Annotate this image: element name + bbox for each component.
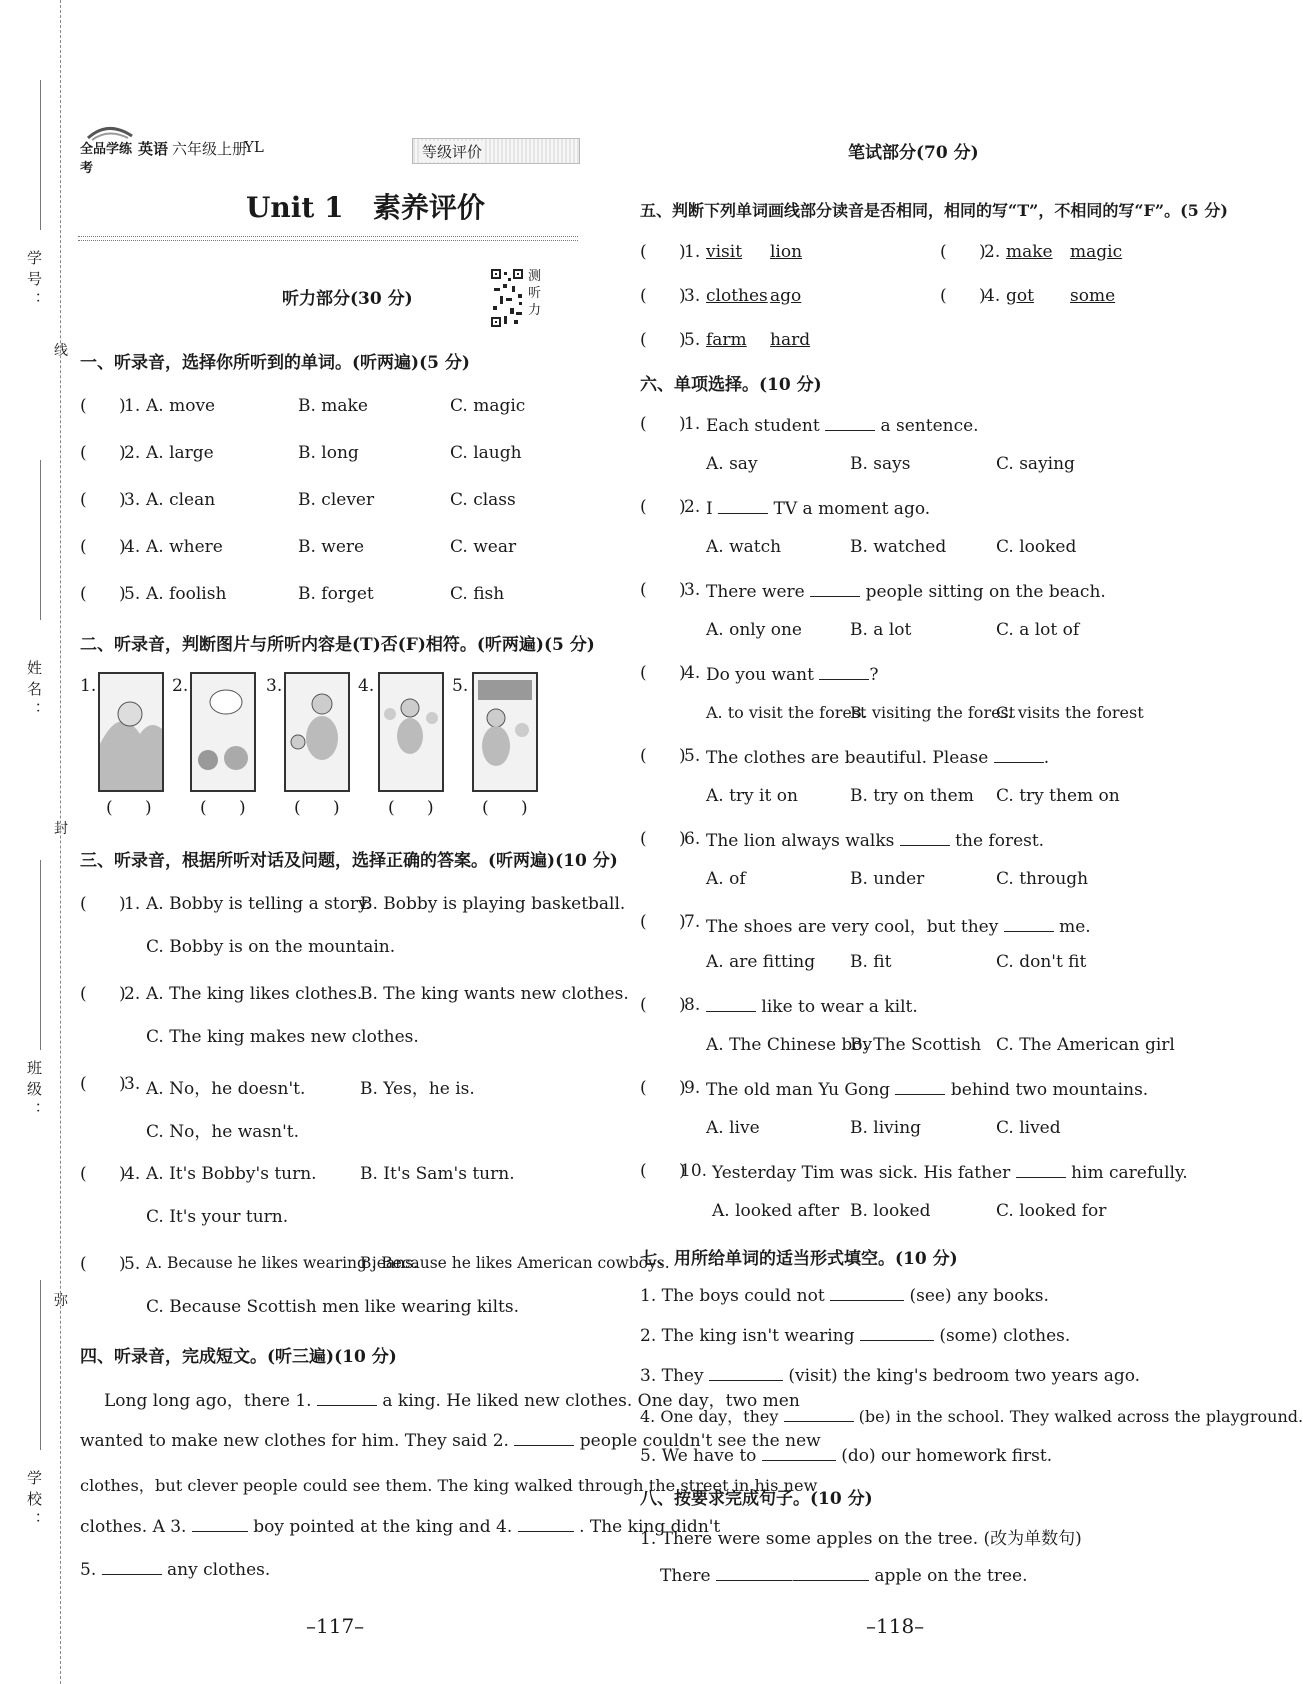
s7-blank[interactable] (784, 1405, 854, 1422)
id-line (40, 80, 41, 230)
s5-item-num: 4. (984, 286, 1001, 306)
s8-answer: There apple on the tree. (660, 1566, 1028, 1586)
s1-option-c: C. wear (450, 537, 517, 557)
s3-option-c: C. Bobby is on the mountain. (146, 937, 396, 957)
picture-mountain (98, 672, 164, 792)
passage-line-3: clothes，but clever people could see them. The king walked through the street in his new (80, 1476, 818, 1495)
s6-option-c: C. don't fit (996, 952, 1087, 972)
s6-question: Yesterday Tim was sick. His father him carefully. (712, 1163, 1188, 1183)
s6-option-b: B. watched (850, 537, 947, 557)
s5-word-2: some (1070, 286, 1116, 306)
s7-item: 1. The boys could not (see) any books. (640, 1286, 1049, 1306)
s7-blank[interactable] (830, 1284, 904, 1301)
passage-text: any clothes. (167, 1560, 271, 1580)
s3-option-c: C. Because Scottish men like wearing kilts. (146, 1297, 519, 1317)
s6-option-b: B. fit (850, 952, 892, 972)
s6-option-b: B. under (850, 869, 925, 889)
s5-item-num: 1. (684, 242, 701, 262)
s8-blank[interactable] (792, 1564, 869, 1581)
s6-question: The shoes are very cool，but they me. (706, 917, 1091, 937)
s1-option-a: A. large (146, 443, 214, 463)
picture-num: 2. (172, 676, 189, 696)
s1-option-b: B. forget (298, 584, 374, 604)
s6-option-a: A. say (706, 454, 758, 474)
s3-item-num: 4. (124, 1164, 141, 1184)
page-number-right: –118– (866, 1614, 925, 1638)
s5-item-num: 2. (984, 242, 1001, 262)
s3-option-b: B. Yes，he is. (360, 1079, 475, 1099)
s5-item-num: 3. (684, 286, 701, 306)
subject-label: 英语 (138, 140, 169, 158)
brand-logo (80, 118, 136, 176)
s1-item-num: 4. (124, 537, 141, 557)
s1-option-c: C. magic (450, 396, 526, 416)
passage-text: wanted to make new clothes for him. They said 2. (80, 1431, 509, 1451)
passage-line-4 (80, 1515, 720, 1537)
s3-option-c: C. It's your turn. (146, 1207, 289, 1227)
s6-question: There were people sitting on the beach. (706, 582, 1106, 602)
passage-text: boy pointed at the king and 4. (253, 1517, 513, 1537)
s8-question: 1. There were some apples on the tree. (改为单数句) (640, 1529, 1082, 1549)
section7-title: 七、用所给单词的适当形式填空。(10 分) (640, 1249, 958, 1269)
passage-blank-5[interactable] (102, 1558, 162, 1575)
grade-evaluation-label: 等级评价 (419, 141, 485, 162)
passage-text: Long long ago，there 1. (104, 1391, 312, 1411)
s6-option-c: C. saying (996, 454, 1075, 474)
s6-option-b: B. says (850, 454, 911, 474)
s1-option-a: A. move (146, 396, 216, 416)
s6-option-c: C. lived (996, 1118, 1061, 1138)
picture-answer-3[interactable]: ( ) (294, 798, 340, 818)
listening-title: 听力部分(30 分) (282, 289, 413, 309)
passage-line-5 (80, 1558, 270, 1580)
page-title: Unit 1 素养评价 (246, 191, 485, 224)
s1-option-b: B. were (298, 537, 365, 557)
name-label: 姓名： (25, 660, 43, 723)
s3-option-a: A. Bobby is telling a story. (146, 894, 371, 914)
picture-num: 5. (452, 676, 469, 696)
s3-item-num: 1. (124, 894, 141, 914)
s6-item-num: 10. (680, 1161, 708, 1181)
s6-item-num: 7. (684, 912, 701, 932)
s3-option-a: A. No，he doesn't. (146, 1079, 306, 1099)
s6-option-a: A. are fitting (706, 952, 816, 972)
picture-answer-1[interactable]: ( ) (106, 798, 152, 818)
grade-label: 六年级上册 (172, 140, 248, 158)
cut-mark-3: 弥 (54, 1293, 68, 1309)
picture-king-mirror (472, 672, 538, 792)
page-number-left: –117– (306, 1614, 365, 1638)
s6-option-c: C. looked for (996, 1201, 1107, 1221)
s6-option-b: B. try on them (850, 786, 974, 806)
s7-item: 2. The king isn't wearing (some) clothes. (640, 1326, 1071, 1346)
s5-word-1: got (1006, 286, 1034, 306)
s3-option-a: A. It's Bobby's turn. (146, 1164, 317, 1184)
s6-option-a: A. only one (706, 620, 802, 640)
section2-title: 二、听录音，判断图片与所听内容是(T)否(F)相符。(听两遍)(5 分) (80, 635, 595, 655)
s1-option-b: B. clever (298, 490, 375, 510)
section5-title: 五、判断下列单词画线部分读音是否相同，相同的写“T”，不相同的写“F”。(5 分) (640, 201, 1228, 220)
cut-mark-2: 封 (54, 821, 68, 837)
picture-answer-2[interactable]: ( ) (200, 798, 246, 818)
passage-text: . The king didn't (579, 1517, 721, 1537)
brand-text: 全品学练考 (80, 142, 133, 176)
s3-item-num: 2. (124, 984, 141, 1004)
s3-option-c: C. The king makes new clothes. (146, 1027, 419, 1047)
s3-option-c: C. No，he wasn't. (146, 1122, 299, 1142)
s5-word-1: farm (706, 330, 747, 350)
s5-item-num: 5. (684, 330, 701, 350)
cut-mark-1: 线 (54, 343, 68, 359)
section4-title: 四、听录音，完成短文。(听三遍)(10 分) (80, 1347, 397, 1367)
name-line (40, 460, 41, 620)
section8-title: 八、按要求完成句子。(10 分) (640, 1489, 873, 1509)
s1-option-c: C. class (450, 490, 516, 510)
s5-word-2: lion (770, 242, 803, 262)
class-line (40, 860, 41, 1050)
passage-text: people couldn't see the new (579, 1431, 821, 1451)
s6-question: I TV a moment ago. (706, 499, 931, 519)
class-label: 班级： (25, 1060, 43, 1123)
s6-item-num: 6. (684, 829, 701, 849)
passage-blank-4[interactable] (518, 1515, 574, 1532)
s6-question: The clothes are beautiful. Please . (706, 748, 1050, 768)
title-divider (78, 236, 578, 237)
s6-option-c: C. visits the forest (996, 703, 1144, 722)
picture-num: 1. (80, 676, 97, 696)
s1-option-a: A. clean (146, 490, 216, 510)
s8-blank[interactable] (716, 1564, 792, 1581)
s7-item: 5. We have to (do) our homework first. (640, 1446, 1053, 1466)
picture-king-crowd (378, 672, 444, 792)
school-line (40, 1280, 41, 1450)
s6-option-a: A. of (706, 869, 746, 889)
s6-option-a: A. looked after (712, 1201, 840, 1221)
s6-option-c: C. a lot of (996, 620, 1080, 640)
section3-title: 三、听录音，根据所听对话及问题，选择正确的答案。(听两遍)(10 分) (80, 851, 618, 871)
s6-question: The old man Yu Gong behind two mountains. (706, 1080, 1149, 1100)
s6-item-num: 4. (684, 663, 701, 683)
s1-option-a: A. foolish (146, 584, 227, 604)
s1-option-b: B. make (298, 396, 368, 416)
s6-option-c: C. The American girl (996, 1035, 1175, 1055)
student-id-label: 学号： (25, 250, 43, 313)
s6-question: Do you want ? (706, 665, 879, 685)
s1-option-a: A. where (146, 537, 223, 557)
s6-item-num: 1. (684, 414, 701, 434)
s3-option-b: B. Because he likes American cowboys. (360, 1254, 670, 1272)
s6-question: Each student a sentence. (706, 416, 979, 436)
s6-option-c: C. try them on (996, 786, 1120, 806)
s6-option-a: A. try it on (706, 786, 798, 806)
s6-option-c: C. looked (996, 537, 1077, 557)
s6-item-num: 9. (684, 1078, 701, 1098)
passage-blank-1[interactable] (317, 1389, 377, 1406)
s6-option-a: A. to visit the forest (706, 703, 867, 722)
s6-item-num: 5. (684, 746, 701, 766)
s3-option-a: A. The king likes clothes. (146, 984, 363, 1004)
s3-option-b: B. It's Sam's turn. (360, 1164, 515, 1184)
section6-title: 六、单项选择。(10 分) (640, 375, 822, 395)
picture-num: 4. (358, 676, 375, 696)
qr-code (490, 268, 524, 328)
s1-option-c: C. laugh (450, 443, 522, 463)
s1-item-num: 2. (124, 443, 141, 463)
picture-king-child (284, 672, 350, 792)
passage-blank-3[interactable] (192, 1515, 248, 1532)
s1-option-c: C. fish (450, 584, 505, 604)
s6-option-c: C. through (996, 869, 1089, 889)
title-divider-2 (78, 240, 578, 241)
binding-margin (0, 0, 68, 1684)
s1-option-b: B. long (298, 443, 359, 463)
s7-item: 3. They (visit) the king's bedroom two years ago. (640, 1366, 1141, 1386)
s3-option-b: B. The king wants new clothes. (360, 984, 629, 1004)
s7-blank[interactable] (860, 1324, 934, 1341)
grade-evaluation-box (412, 138, 580, 164)
s6-question: The lion always walks the forest. (706, 831, 1045, 851)
s1-item-num: 3. (124, 490, 141, 510)
passage-text: 5. (80, 1560, 97, 1580)
s6-question: like to wear a kilt. (706, 995, 918, 1017)
s6-item-num: 3. (684, 580, 701, 600)
s5-word-2: ago (770, 286, 802, 306)
s5-word-2: hard (770, 330, 811, 350)
picture-answer-4[interactable]: ( ) (388, 798, 434, 818)
s6-option-b: B. living (850, 1118, 922, 1138)
picture-cats (190, 672, 256, 792)
picture-num: 3. (266, 676, 283, 696)
s6-item-num: 8. (684, 995, 701, 1015)
s5-word-1: make (1006, 242, 1053, 262)
written-title: 笔试部分(70 分) (848, 143, 979, 163)
s5-word-1: clothes (706, 286, 768, 306)
s7-blank[interactable] (762, 1444, 836, 1461)
s6-option-b: B. a lot (850, 620, 912, 640)
qr-caption: 测听力 (528, 269, 542, 318)
s6-option-b: B. The Scottish (850, 1035, 982, 1055)
s6-option-b: B. looked (850, 1201, 931, 1221)
passage-blank-2[interactable] (514, 1429, 574, 1446)
s6-option-a: A. The Chinese boy (706, 1035, 873, 1055)
s3-option-a: A. Because he likes wearing jeans. (146, 1254, 418, 1272)
passage-text: clothes. A 3. (80, 1517, 187, 1537)
s7-item: 4. One day，they (be) in the school. They walked across the playground. (640, 1407, 1303, 1426)
s6-item-num: 2. (684, 497, 701, 517)
school-label: 学校： (25, 1470, 43, 1533)
s7-blank[interactable] (709, 1364, 783, 1381)
s5-word-1: visit (706, 242, 743, 262)
edition-label: YL (244, 138, 264, 156)
s5-word-2: magic (1070, 242, 1123, 262)
s6-option-b: B. visiting the forest (850, 703, 1016, 722)
binding-dashed-line (60, 0, 61, 1684)
picture-answer-5[interactable]: ( ) (482, 798, 528, 818)
s1-item-num: 5. (124, 584, 141, 604)
passage-text: a king. He liked new clothes. One day，two men (382, 1391, 800, 1411)
section1-title: 一、听录音，选择你所听到的单词。(听两遍)(5 分) (80, 353, 470, 373)
s3-item-num: 5. (124, 1254, 141, 1274)
s1-item-num: 1. (124, 396, 141, 416)
s3-option-b: B. Bobby is playing basketball. (360, 894, 626, 914)
s6-option-a: A. live (706, 1118, 760, 1138)
s3-item-num: 3. (124, 1074, 141, 1094)
s6-option-a: A. watch (706, 537, 782, 557)
